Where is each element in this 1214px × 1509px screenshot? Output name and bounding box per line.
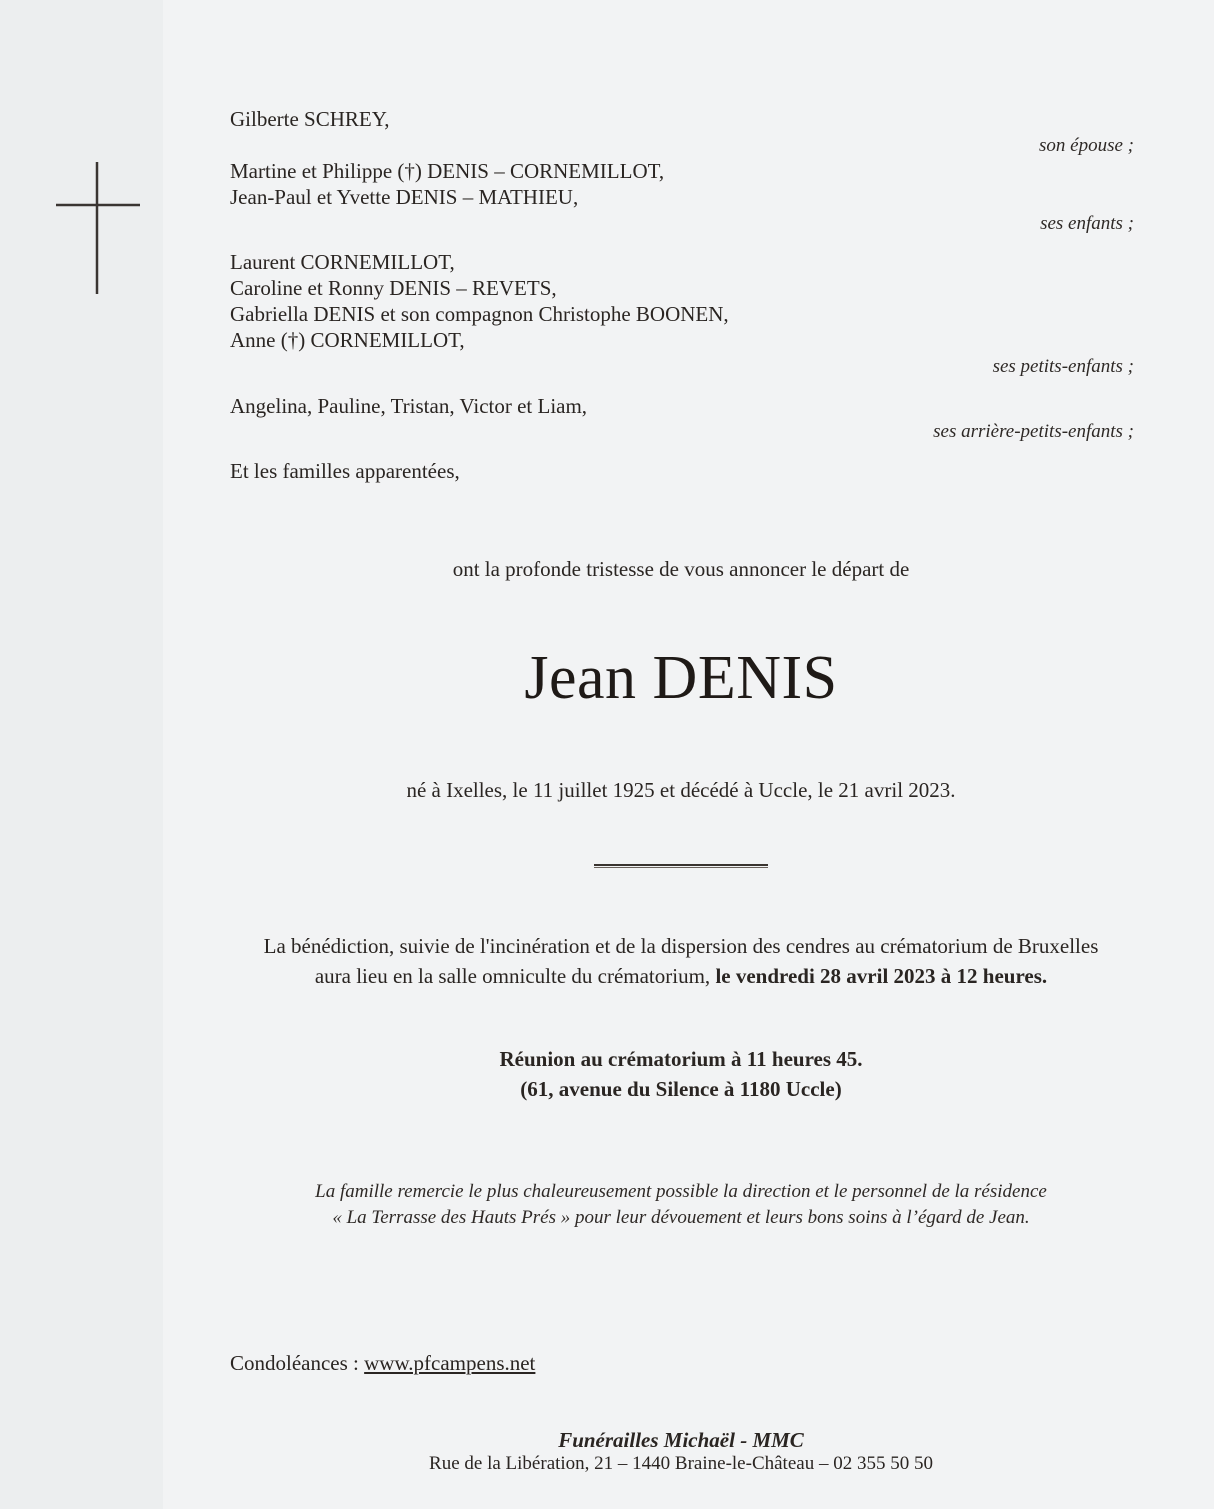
ceremony-line [163,961,1199,991]
divider [594,864,768,868]
grandchildren-line: Gabriella DENIS et son compagnon Christophe BOONEN, [230,302,729,326]
grandchildren-role: ses petits-enfants ; [992,356,1134,377]
grandchildren-line: Anne (†) CORNEMILLOT, [230,328,465,352]
cross-icon [52,160,144,296]
spouse-line: Gilberte SCHREY, [230,107,390,131]
funeral-home-name: Funérailles Michaël - MMC [558,1428,804,1452]
announcement: ont la profonde tristesse de vous annoncer le départ de [452,557,910,581]
deceased-name: Jean DENIS [524,644,838,712]
thanks-note [163,1179,1199,1231]
condolences-link[interactable]: www.pfcampens.net [364,1351,536,1375]
ceremony-place: aura lieu en la salle omniculte du crématorium, [314,964,716,988]
grandchildren-block [230,249,729,353]
children-line: Martine et Philippe (†) DENIS – CORNEMILLOT, [230,159,665,183]
spouse-role: son épouse ; [1039,135,1134,156]
thanks-line: La famille remercie le plus chaleureusement possible la direction et le personnel de la résidence [315,1181,1047,1202]
grandchildren-line: Caroline et Ronny DENIS – REVETS, [230,276,557,300]
children-role: ses enfants ; [1040,213,1134,234]
meeting-time: Réunion au crématorium à 11 heures 45. [499,1047,863,1071]
relatives-block [230,458,460,484]
funeral-home-address: Rue de la Libération, 21 – 1440 Braine-le-Château – 02 355 50 50 [429,1453,933,1474]
meeting-address: (61, avenue du Silence à 1180 Uccle) [520,1077,842,1101]
children-block [230,158,664,210]
ceremony-line: La bénédiction, suivie de l'incinération et de la dispersion des cendres au crématorium de Bruxelles [263,934,1099,958]
condolences-label: Condoléances : [230,1351,365,1375]
great-grandchildren-block [230,393,587,419]
great-grandchildren-role: ses arrière-petits-enfants ; [933,421,1134,442]
children-line: Jean-Paul et Yvette DENIS – MATHIEU, [230,185,579,209]
life-dates: né à Ixelles, le 11 juillet 1925 et décédé à Uccle, le 21 avril 2023. [406,778,956,802]
ceremony-info [163,931,1199,991]
ceremony-datetime: le vendredi 28 avril 2023 à 12 heures. [715,964,1048,988]
spouse-block [230,106,389,132]
meeting-info [163,1044,1199,1104]
condolences [230,1350,535,1376]
grandchildren-line: Laurent CORNEMILLOT, [230,250,455,274]
great-grandchildren-line: Angelina, Pauline, Tristan, Victor et Liam, [230,394,588,418]
thanks-line: « La Terrasse des Hauts Prés » pour leur dévouement et leurs bons soins à l’égard de Jean. [332,1207,1030,1228]
relatives-line: Et les familles apparentées, [230,459,460,483]
